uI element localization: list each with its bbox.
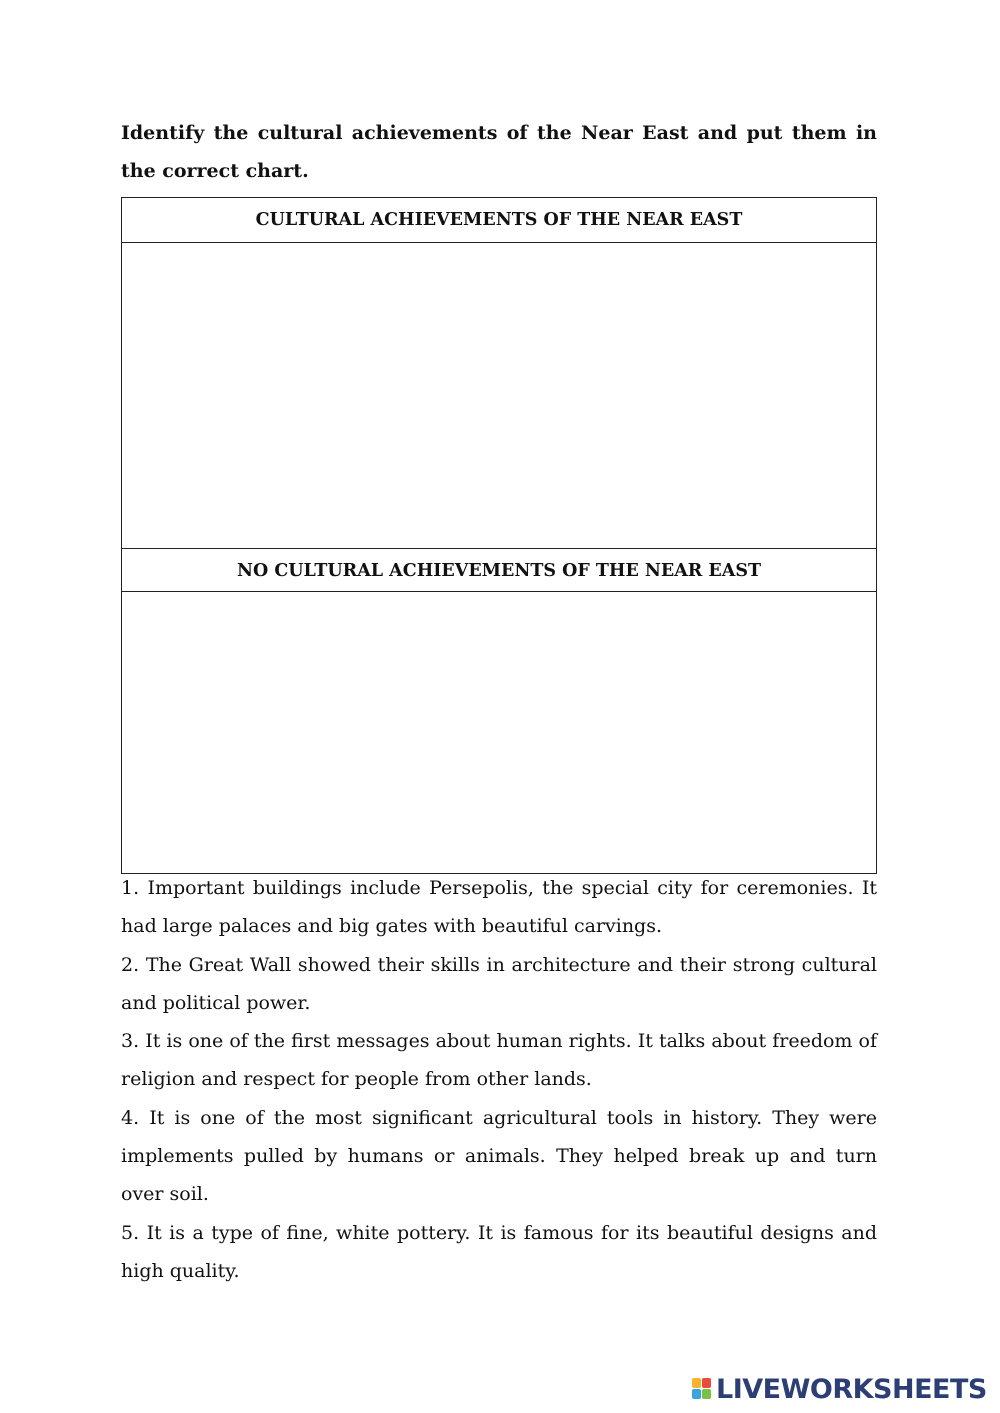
chart-header-cultural: CULTURAL ACHIEVEMENTS OF THE NEAR EAST (122, 198, 876, 243)
chart-header-no-cultural: NO CULTURAL ACHIEVEMENTS OF THE NEAR EAST (122, 548, 876, 592)
statement-item[interactable]: 2. The Great Wall showed their skills in architecture and their strong cultural and political power. (121, 953, 877, 1014)
statement-item[interactable]: 1. Important buildings include Persepolis, the special city for ceremonies. It had large palaces and big gates with beautiful carvings. (121, 877, 877, 938)
liveworksheets-logo-icon (692, 1378, 712, 1400)
statement-list (121, 869, 877, 1290)
statement-item[interactable]: 3. It is one of the first messages about human rights. It talks about freedom of religion and respect for people from other lands. (121, 1030, 877, 1091)
statement-item[interactable]: 5. It is a type of fine, white pottery. It is famous for its beautiful designs and high quality. (121, 1221, 877, 1282)
statement-item[interactable]: 4. It is one of the most significant agricultural tools in history. They were implements pulled by humans or animals. They helped break up and turn over soil. (121, 1106, 877, 1206)
liveworksheets-logo (692, 1370, 987, 1408)
achievements-chart (121, 197, 877, 874)
instruction-text: Identify the cultural achievements of the Near East and put them in the correct chart. (121, 122, 877, 182)
drop-zone-cultural[interactable] (122, 243, 876, 548)
brand-name: LIVEWORKSHEETS (716, 1373, 987, 1405)
drop-zone-no-cultural[interactable] (122, 592, 876, 873)
